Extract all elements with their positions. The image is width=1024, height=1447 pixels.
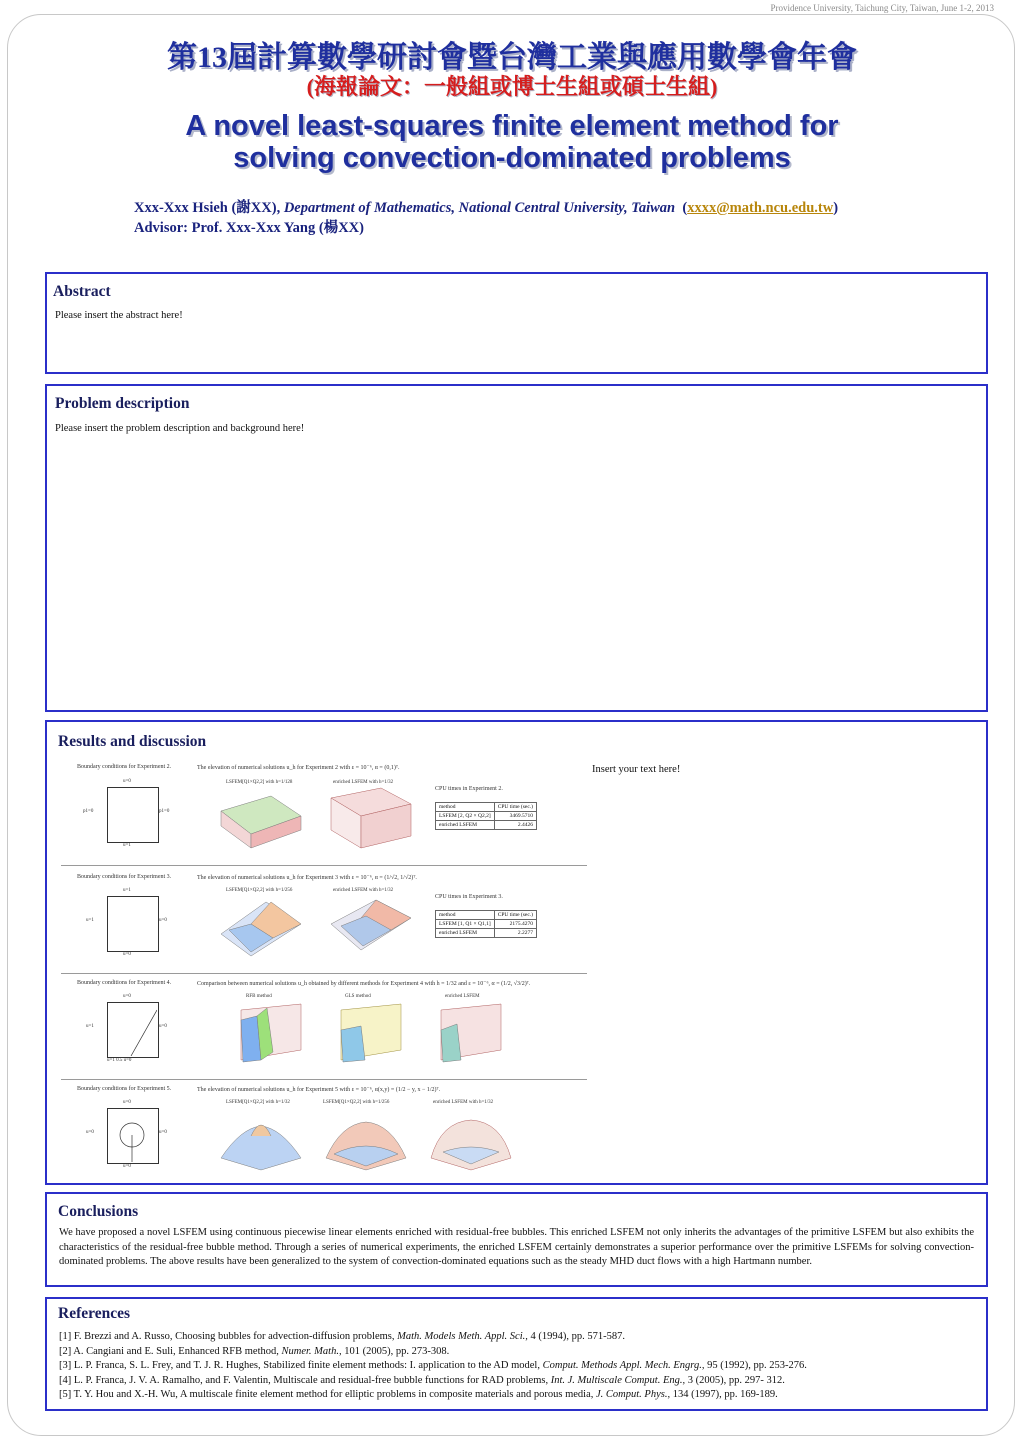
bc-diagonal-line <box>107 1002 157 1056</box>
surface-plot-1 <box>211 1108 311 1174</box>
references-section <box>45 1297 988 1411</box>
cpu-cell: 2.4426 <box>494 821 536 830</box>
bc-right-label: u=0 <box>159 1130 167 1135</box>
bc-right-label: u=0 <box>159 918 167 923</box>
row-divider <box>61 1079 587 1080</box>
bc-top-label: u=0 <box>123 994 131 999</box>
plot-1-title: LSFEM[Q1×Q2,2] with h=1/256 <box>226 888 293 893</box>
cpu-cell: enriched LSFEM <box>436 929 495 938</box>
cpu-cell: method <box>436 911 495 920</box>
bc-left-label: u=0 <box>86 1130 94 1135</box>
surface-plot-2 <box>321 894 416 964</box>
conclusions-section <box>45 1192 988 1287</box>
experiment-2-row <box>61 758 587 866</box>
plot-2-title: LSFEM[Q1×Q2,2] with h=1/256 <box>323 1100 390 1105</box>
bc-title: Boundary conditions for Experiment 4. <box>77 980 172 986</box>
problem-heading: Problem description <box>55 395 190 412</box>
abstract-heading: Abstract <box>53 283 111 300</box>
results-figure-panel <box>61 758 587 1183</box>
author-block: Xxx-Xxx Hsieh (謝XX), Department of Mathematics, National Central University, Taiwan (xxxx@math.ncu.edu.tw) Advisor: Prof. Xxx-Xxx Yang (楊XX) <box>134 200 839 236</box>
bc-title: Boundary conditions for Experiment 3. <box>77 874 172 880</box>
elevation-title: Comparison between numerical solutions u_h obtained by different methods for Experiment 4 with h = 1/32 and ε = 10⁻⁶, α = (1/2, √3/2)ᵀ. <box>197 981 531 987</box>
plot-2-title: enriched LSFEM with h=1/32 <box>333 780 394 785</box>
bc-circle <box>107 1108 157 1162</box>
reference-item: [2] A. Cangiani and E. Suli, Enhanced RFB method, Numer. Math., 101 (2005), pp. 273-308. <box>59 1345 450 1357</box>
reference-item: [1] F. Brezzi and A. Russo, Choosing bubbles for advection-diffusion problems, Math. Models Meth. Appl. Sci., 4 (1994), pp. 571-587. <box>59 1331 626 1342</box>
conclusions-heading: Conclusions <box>58 1203 139 1220</box>
conference-location-note: Providence University, Taichung City, Taiwan, June 1-2, 2013 <box>770 3 994 13</box>
cpu-title: CPU times in Experiment 3. <box>435 894 503 900</box>
results-section <box>45 720 988 1185</box>
surface-plot-1 <box>221 1000 316 1072</box>
bc-left-label: u=1 <box>86 918 94 923</box>
plot-1-title: RFB method <box>246 994 272 999</box>
reference-item: [3] L. P. Franca, S. L. Frey, and T. J. R. Hughes, Stabilized finite element methods: I. application to the AD model, Comput. Methods Appl. Mech. Engrg., 95 (1992), pp. 253-276. <box>59 1360 807 1371</box>
plot-2-title: enriched LSFEM with h=1/32 <box>333 888 394 893</box>
elevation-title: The elevation of numerical solutions u_h for Experiment 3 with ε = 10⁻⁶, α = (1/√2, 1/√2)ᵀ. <box>197 875 417 881</box>
abstract-text: Please insert the abstract here! <box>55 310 183 321</box>
cpu-table <box>435 802 537 830</box>
abstract-section <box>45 272 988 374</box>
bc-bottom-label: u=1 0.5 u=0 <box>107 1058 132 1063</box>
advisor-line: Advisor: Prof. Xxx-Xxx Yang (楊XX) <box>134 220 364 236</box>
elevation-title: The elevation of numerical solutions u_h for Experiment 5 with ε = 10⁻⁶, α(x,y) = (1/2 − y, x − 1/2)ᵀ. <box>197 1087 441 1093</box>
problem-section <box>45 384 988 712</box>
experiment-4-row <box>61 976 587 1080</box>
elevation-title: The elevation of numerical solutions u_h for Experiment 2 with ε = 10⁻⁶, α = (0,1)ᵀ. <box>197 765 400 771</box>
bc-diagram <box>107 896 159 952</box>
cpu-cell: CPU time (sec.) <box>494 911 536 920</box>
paper-title-line2: solving convection-dominated problems <box>233 142 791 174</box>
row-divider <box>61 865 587 866</box>
cpu-cell: method <box>436 803 495 812</box>
surface-plot-2 <box>321 786 416 856</box>
bc-top-label: u=1 <box>123 888 131 893</box>
cpu-cell: LSFEM [2, Q2 × Q2,2] <box>436 812 495 821</box>
plot-3-title: enriched LSFEM with h=1/32 <box>433 1100 494 1105</box>
plot-2-title: GLS method <box>345 994 371 999</box>
bc-right-label: p1=0 <box>159 809 170 814</box>
bc-diagram <box>107 787 159 843</box>
bc-bottom-label: u=0 <box>123 1164 131 1169</box>
author-name: Xxx-Xxx Hsieh (謝XX), <box>134 200 281 216</box>
bc-right-label: u=0 <box>159 1024 167 1029</box>
bc-top-label: u=0 <box>123 779 131 784</box>
bc-left-label: p1=0 <box>83 809 94 814</box>
cpu-title: CPU times in Experiment 2. <box>435 786 503 792</box>
cpu-cell: CPU time (sec.) <box>494 803 536 812</box>
row-divider <box>61 973 587 974</box>
results-insert-text: Insert your text here! <box>592 764 681 775</box>
references-heading: References <box>58 1305 131 1322</box>
cpu-cell: 2175.4270 <box>494 920 536 929</box>
author-email-link[interactable]: xxxx@math.ncu.edu.tw <box>687 200 834 216</box>
cpu-cell: 2.2277 <box>494 929 536 938</box>
conference-subtitle: (海報論文：一般組或博士生組或碩士生組) <box>306 74 718 99</box>
experiment-5-row <box>61 1082 587 1182</box>
experiment-3-row <box>61 868 587 974</box>
surface-plot-1 <box>211 894 306 964</box>
cpu-table <box>435 910 537 938</box>
reference-item: [4] L. P. Franca, J. V. A. Ramalho, and F. Valentin, Multiscale and residual-free bubble functions for RAD problems, Int. J. Multiscale Comput. Eng., 3 (2005), pp. 297- 312. <box>59 1374 785 1386</box>
plot-1-title: LSFEM[Q1×Q2,2] with h=1/32 <box>226 1100 290 1105</box>
plot-3-title: enriched LSFEM <box>445 994 480 999</box>
bc-top-label: u=0 <box>123 1100 131 1105</box>
surface-plot-1 <box>211 786 306 856</box>
bc-bottom-label: u=1 <box>123 843 131 848</box>
bc-bottom-label: u=0 <box>123 952 131 957</box>
bc-title: Boundary conditions for Experiment 2. <box>77 764 172 770</box>
results-heading: Results and discussion <box>58 733 207 750</box>
surface-plot-3 <box>421 1000 516 1072</box>
problem-text: Please insert the problem description and background here! <box>55 423 305 434</box>
plot-1-title: LSFEM[Q1×Q2,2] with h=1/128 <box>226 780 293 785</box>
author-affiliation: Department of Mathematics, National Central University, Taiwan <box>283 200 676 216</box>
references-list <box>59 1330 979 1403</box>
bc-left-label: u=1 <box>86 1024 94 1029</box>
cpu-cell: 3469.5710 <box>494 812 536 821</box>
conference-title: 第13屆計算數學研討會暨台灣工業與應用數學會年會 <box>167 41 857 74</box>
conclusions-text: We have proposed a novel LSFEM using continuous piecewise linear elements enriched with residual-free bubbles. This enriched LSFEM not only inherits the advantages of the primitive LSFEM but also exhibits the characteristics of the residual-free bubble method. Through a series of numerical experiments, the enriched LSFEM certainly demonstrates a superior performance over the primitive LSFEMs for solving convection-dominated problems. The above results have been generalized to the system of convection-dominated equations such as the steady MHD duct flows with a high Hartmann number. <box>59 1227 974 1267</box>
cpu-cell: enriched LSFEM <box>436 821 495 830</box>
paper-title-line1: A novel least-squares finite element method for <box>185 110 839 142</box>
bc-title: Boundary conditions for Experiment 5. <box>77 1086 172 1092</box>
cpu-cell: LSFEM [1, Q1 × Q1,1] <box>436 920 495 929</box>
paper-title <box>0 110 1024 174</box>
surface-plot-2 <box>321 1000 416 1072</box>
surface-plot-2 <box>316 1108 416 1174</box>
surface-plot-3 <box>421 1108 521 1174</box>
reference-item: [5] T. Y. Hou and X.-H. Wu, A multiscale finite element method for elliptic problems in composite materials and porous media, J. Comput. Phys., 134 (1997), pp. 169-189. <box>59 1389 778 1400</box>
